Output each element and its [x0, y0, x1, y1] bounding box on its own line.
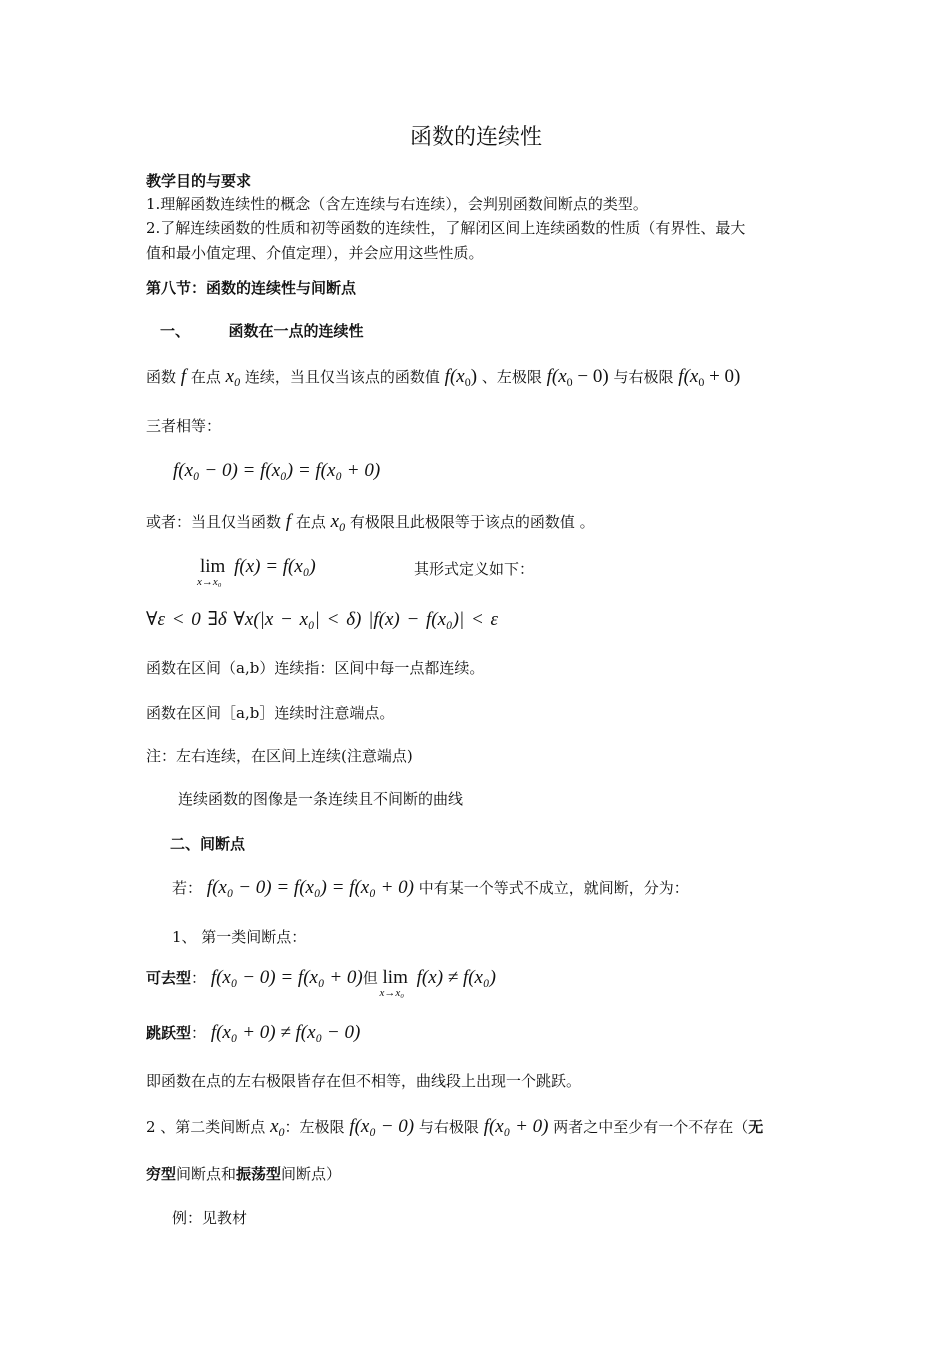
first-kind-heading: 1、 第一类间断点： — [172, 928, 307, 946]
text-span: 函数 — [146, 368, 177, 386]
objectives-heading: 教学目的与要求 — [146, 172, 252, 190]
subsection-1-number: 一、 — [160, 322, 191, 340]
text-span: ： — [191, 1024, 207, 1042]
page-title: 函数的连续性 — [409, 125, 542, 150]
math-fx0: $f(x_0)$ — [444, 366, 478, 389]
formal-definition-note: 其形式定义如下： — [414, 560, 535, 578]
jump-explanation: 即函数在点的左右极限皆存在但不相等，曲线段上出现一个跳跃。 — [146, 1072, 582, 1090]
text-span: 连续，当且仅当该点的函数值 — [244, 368, 440, 386]
math-f: f — [285, 511, 292, 532]
text-span-bold: 穷型 — [146, 1165, 177, 1183]
equation-continuity: f(x₀ − 0) = f(x₀) = f(x₀ + 0) — [173, 460, 381, 481]
text-span: 、左极限 — [481, 368, 542, 386]
objective-item-1: 1.理解函数连续性的概念（含左连续与右连续），会判别函数间断点的类型。 — [146, 195, 648, 213]
epsilon-delta-definition: ∀ε < 0 ∃δ ∀x(|x − x₀| < δ) |f(x) − f(x₀)| < ε — [146, 609, 499, 630]
math-x0: $x_0$ — [225, 366, 241, 389]
jump-discontinuity — [146, 1023, 360, 1043]
example-note: 例：见教材 — [172, 1209, 248, 1227]
text-span: 与右极限 — [418, 1118, 479, 1136]
text-span: 有极限且此极限等于该点的函数值 。 — [349, 513, 595, 531]
math-equation: f(x) ≠ f(x₀) — [416, 967, 496, 988]
math-left-limit: $f(x_0 - 0)$ — [546, 366, 609, 389]
removable-discontinuity — [146, 967, 496, 999]
limit-expression: f(x) = f(x₀) — [234, 556, 316, 577]
text-span: 但 — [362, 969, 378, 987]
discontinuity-condition — [172, 878, 689, 898]
subsection-1-title: 函数在一点的连续性 — [228, 322, 364, 340]
text-span-bold: 无 — [748, 1118, 764, 1136]
text-span: 间断点） — [281, 1165, 342, 1183]
interval-closed-note: 函数在区间［a,b］连续时注意端点。 — [146, 704, 395, 722]
text-span: ： — [191, 969, 207, 987]
math-left-limit: f(x₀ − 0) — [349, 1116, 415, 1137]
math-x0: $x_0$ — [270, 1116, 285, 1139]
graph-note: 连续函数的图像是一条连续且不间断的曲线 — [178, 790, 464, 808]
math-x0: $x_0$ — [330, 511, 346, 534]
text-span: 2 、第二类间断点 — [146, 1118, 266, 1136]
math-right-limit: f(x₀ + 0) — [483, 1116, 549, 1137]
second-kind-line-2 — [146, 1164, 341, 1184]
math-equation: f(x₀ − 0) = f(x₀) = f(x₀ + 0) — [206, 877, 414, 898]
lim-operator: lim x→x₀ — [379, 967, 408, 999]
removable-label: 可去型 — [146, 969, 192, 987]
text-span: 或者：当且仅当函数 — [146, 513, 282, 531]
lim-operator: lim x→x₀ — [197, 556, 226, 588]
subsection-1 — [160, 321, 364, 341]
definition-paragraph-1 — [146, 367, 740, 387]
jump-label: 跳跃型 — [146, 1024, 192, 1042]
text-span-bold: 振荡型 — [236, 1165, 282, 1183]
objective-item-2b: 值和最小值定理、介值定理），并会应用这些性质。 — [146, 244, 484, 262]
text-span: ：左极限 — [284, 1118, 345, 1136]
interval-open-note: 函数在区间（a,b）连续指：区间中每一点都连续。 — [146, 659, 485, 677]
text-span: 两者之中至少有一个不存在（ — [553, 1118, 749, 1136]
continuity-note: 注：左右连续，在区间上连续(注意端点) — [146, 747, 413, 765]
text-span: 间断点和 — [176, 1165, 237, 1183]
math-equation: f(x₀ − 0) = f(x₀ + 0) — [210, 967, 363, 988]
math-f: f — [180, 366, 187, 387]
text-span: 与右极限 — [613, 368, 674, 386]
text-span: 在点 — [295, 513, 326, 531]
second-kind-line-1 — [146, 1117, 763, 1137]
math-right-limit: $f(x_0 + 0)$ — [678, 366, 741, 389]
subsection-2: 二、间断点 — [170, 835, 246, 853]
limit-equation — [197, 556, 316, 588]
text-span: 中有某一个等式不成立，就间断，分为： — [418, 879, 689, 897]
section-heading: 第八节：函数的连续性与间断点 — [146, 279, 357, 297]
text-span: 若： — [172, 879, 203, 897]
objective-item-2a: 2.了解连续函数的性质和初等函数的连续性，了解闭区间上连续函数的性质（有界性、最大 — [146, 219, 746, 237]
text-span: 在点 — [190, 368, 221, 386]
math-equation: f(x₀ + 0) ≠ f(x₀ − 0) — [210, 1022, 361, 1043]
definition-paragraph-3 — [146, 512, 595, 532]
definition-paragraph-2: 三者相等： — [146, 417, 222, 435]
